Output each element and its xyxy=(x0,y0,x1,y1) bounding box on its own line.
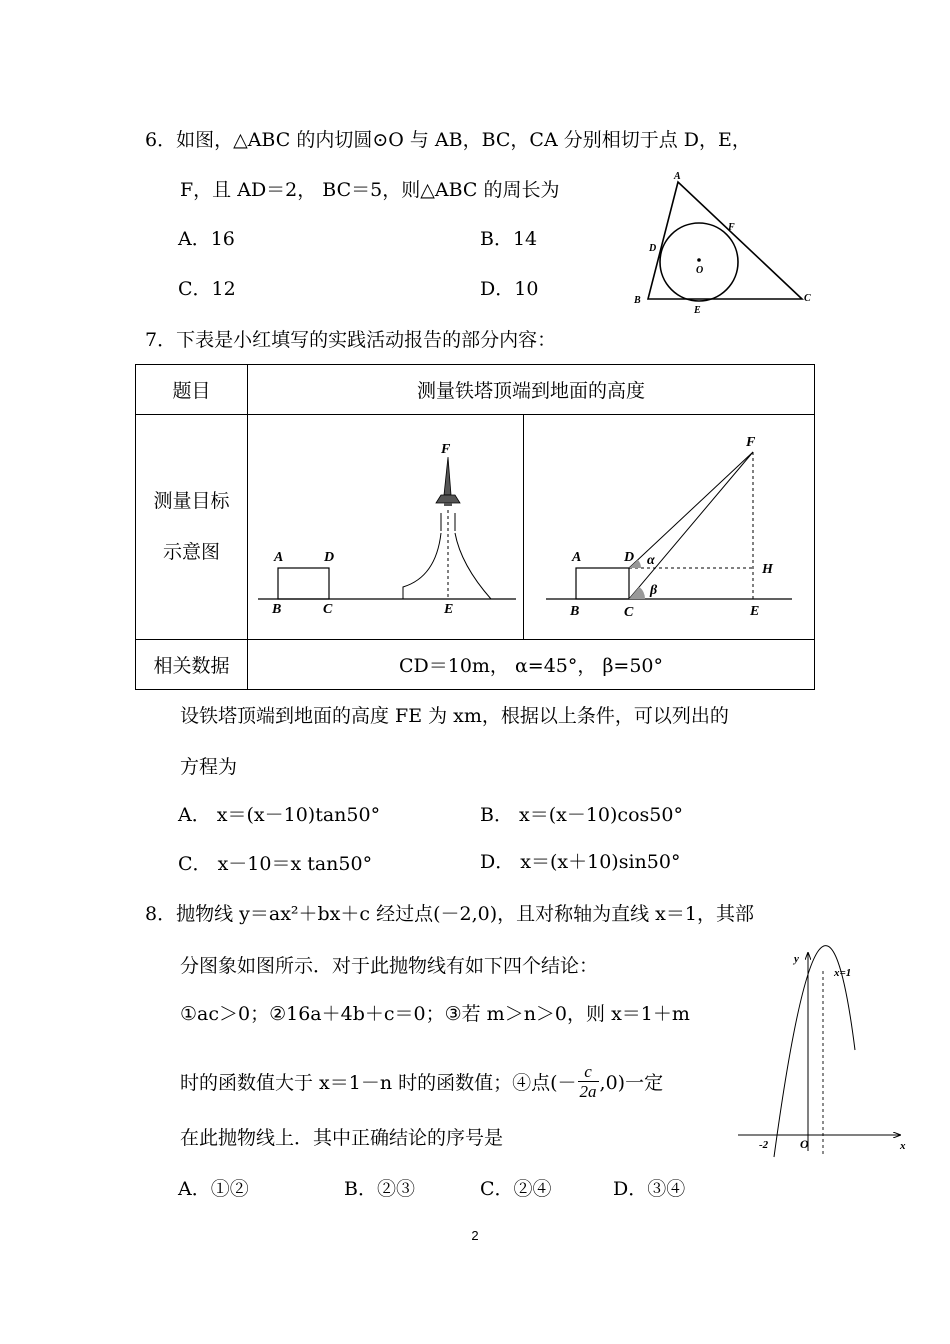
building-abcd xyxy=(576,568,629,599)
tower-left-leg xyxy=(403,533,441,599)
label-c: C xyxy=(804,293,811,304)
label-x: x xyxy=(900,1140,906,1152)
q8-fraction xyxy=(578,1063,599,1100)
q7-intro: 7．下表是小红填写的实践活动报告的部分内容： xyxy=(145,329,557,351)
tower-top xyxy=(436,495,460,503)
label-f: F xyxy=(728,222,735,233)
q8-stem-line5: 在此抛物线上．其中正确结论的序号是 xyxy=(180,1127,504,1149)
q8-stem-line2: 分图象如图所示．对于此抛物线有如下四个结论： xyxy=(180,955,599,977)
label-e: E xyxy=(694,305,701,316)
tower-diagram xyxy=(248,415,523,638)
fig1-label-b: B xyxy=(272,602,282,617)
q8-option-c: C．②④ xyxy=(480,1178,552,1200)
page-number: 2 xyxy=(471,1228,479,1243)
q8-option-d: D．③④ xyxy=(613,1178,686,1200)
table-head-diagram xyxy=(136,415,248,640)
label-y: y xyxy=(794,953,799,965)
q7-option-a: A． x＝(x－10)tan50° xyxy=(178,804,381,826)
parabola-graph xyxy=(730,945,910,1160)
fig1-label-e: E xyxy=(444,602,454,617)
table-head-diagram-line2: 示意图 xyxy=(162,541,220,563)
fig2-label-beta: β xyxy=(650,583,658,598)
fig1-label-d: D xyxy=(324,550,335,565)
label-a: A xyxy=(674,171,681,182)
q6-incircle-figure xyxy=(620,165,820,325)
q6-stem-line2: F，且 AD＝2， BC＝5，则△ABC 的周长为 xyxy=(180,179,560,201)
fig2-label-f: F xyxy=(746,435,756,450)
table-topic-value: 测量铁塔顶端到地面的高度 xyxy=(248,365,815,415)
q7-option-d: D． x＝(x＋10)sin50° xyxy=(480,851,681,873)
label-neg2: -2 xyxy=(759,1139,769,1151)
q6-option-c: C．12 xyxy=(178,278,236,300)
q7-stem-line1: 设铁塔顶端到地面的高度 FE 为 xm，根据以上条件，可以列出的 xyxy=(180,705,729,727)
fig1-label-c: C xyxy=(323,602,333,617)
fig2-label-a: A xyxy=(572,550,582,565)
table-head-diagram-line1: 测量目标 xyxy=(153,490,230,512)
fig2-label-h: H xyxy=(762,562,773,577)
fig2-label-b: B xyxy=(570,604,580,619)
angle-beta-mark xyxy=(629,587,645,599)
q6-option-b: B．14 xyxy=(480,228,538,250)
q8-stem-line1: 8．抛物线 y＝ax²＋bx＋c 经过点(－2,0)，且对称轴为直线 x＝1，其部 xyxy=(145,903,754,925)
fig2-label-e: E xyxy=(750,604,760,619)
q8-line4-post: ,0)一定 xyxy=(599,1071,664,1094)
tower-right-leg xyxy=(455,533,491,599)
q7-option-b: B． x＝(x－10)cos50° xyxy=(480,804,683,826)
q8-line4-pre: 时的函数值大于 x＝1－n 时的函数值；④点(－ xyxy=(180,1071,577,1094)
tower-spire xyxy=(444,457,451,495)
line-cf xyxy=(629,452,753,599)
fig2-label-d: D xyxy=(624,550,635,565)
q8-stem-line4 xyxy=(180,1056,663,1106)
tower-cap xyxy=(444,503,452,506)
label-symmetry-axis: x=1 xyxy=(834,967,852,979)
q6-option-d: D．10 xyxy=(480,278,539,300)
q8-stem-line3: ①ac＞0；②16a＋4b＋c＝0；③若 m＞n＞0，则 x＝1＋m xyxy=(180,1003,690,1025)
q8-fraction-denominator: 2a xyxy=(579,1081,597,1101)
incircle-o xyxy=(660,223,738,301)
fig2-label-alpha: α xyxy=(647,553,655,568)
fig2-label-c: C xyxy=(624,605,634,620)
fig1-label-a: A xyxy=(274,550,284,565)
triangle-abc xyxy=(648,182,802,299)
building-abcd xyxy=(278,568,329,599)
table-data-value: CD＝10m， α=45°， β=50° xyxy=(248,640,815,690)
center-dot xyxy=(697,258,701,262)
q7-option-c: C． x－10＝x tan50° xyxy=(178,853,373,875)
measurement-diagram xyxy=(524,415,814,638)
label-b: B xyxy=(634,295,641,306)
label-o: O xyxy=(696,265,704,276)
label-origin: O xyxy=(800,1137,809,1151)
table-head-data: 相关数据 xyxy=(136,640,248,690)
q8-fraction-numerator: c xyxy=(584,1061,592,1081)
fig1-label-f: F xyxy=(441,442,451,457)
q6-stem-line1: 6．如图，△ABC 的内切圆⊙O 与 AB，BC，CA 分别相切于点 D，E， xyxy=(145,129,751,151)
q6-option-a: A．16 xyxy=(178,228,235,250)
table-head-topic: 题目 xyxy=(136,365,248,415)
q8-option-b: B．②③ xyxy=(344,1178,415,1200)
q7-stem-line2: 方程为 xyxy=(180,756,238,778)
label-d: D xyxy=(649,243,657,254)
line-df xyxy=(629,452,753,568)
q8-option-a: A．①② xyxy=(178,1178,249,1200)
